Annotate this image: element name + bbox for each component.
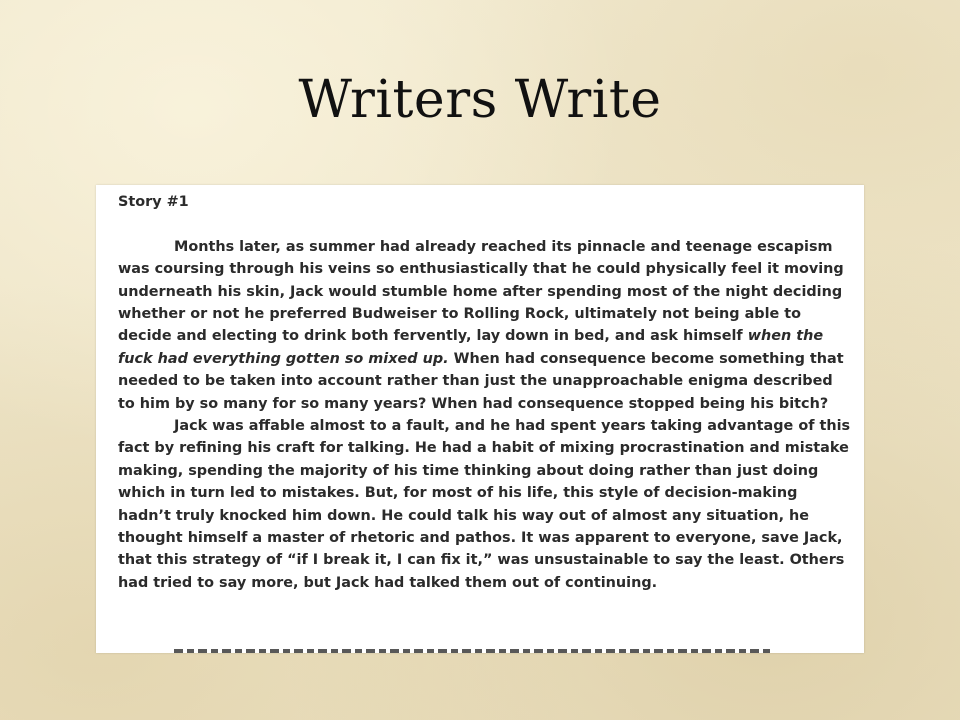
paragraph-1-italic-text: when the fuck had everything gotten so mixed up.: [118, 328, 824, 367]
story-document-image: [96, 185, 864, 653]
story-paragraph-2: Jack was affable almost to a fault, and he had spent years taking advantage of this fact by refining his craft for talking. He had a habit of mixing procrastination and mistake making, spending the majority of his time thinking about doing rather than just doing which in turn led to mistakes. But, for most of his life, this style of decision-making hadn’t truly knocked him down. He could talk his way out of almost any situation, he thought himself a master of rhetoric and pathos. It was apparent to everyone, save Jack, that this strategy of “if I break it, I can fix it,” was unsustainable to say the least. Others had tried to say more, but Jack had talked them out of continuing.: [118, 418, 851, 591]
slide-title: Writers Write: [298, 70, 662, 130]
story-heading: Story #1: [118, 194, 189, 210]
paragraph-1-text-a: Months later, as summer had already reached its pinnacle and teenage escapism was coursing through his veins so enthusiastically that he could physically feel it moving underneath his skin, Jack would stumble home after spending most of the night deciding whether or not he preferred Budweiser to Rolling Rock, ultimately not being able to decide and electing to drink both fervently, lay down in bed, and ask himself: [118, 238, 844, 345]
story-text: [118, 191, 852, 594]
paragraph-1-text-b: When had consequence become something that needed to be taken into account rather than just the unapproachable enigma described to him by so many for so many years? When had consequence stopped being his bitch?: [118, 350, 844, 412]
cropped-text-line: [174, 643, 774, 653]
story-paragraph-1: [118, 236, 852, 415]
